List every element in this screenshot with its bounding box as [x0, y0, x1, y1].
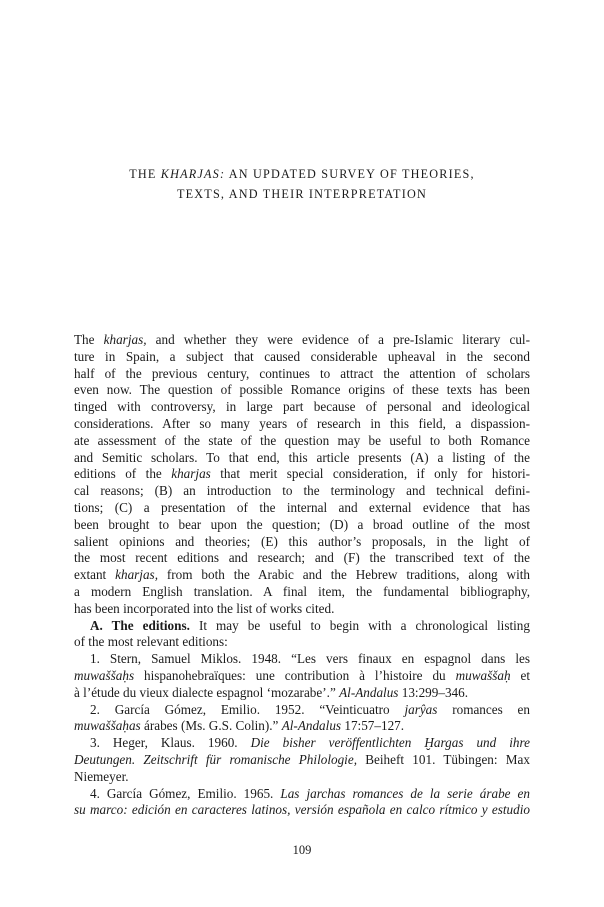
edition-entry-2: 2. García Gómez, Emilio. 1952. “Veinticuatro jarŷas romances en muwaššaḥas árabes (Ms. G.S. Colin).” Al-Andalus 17:57–127. — [74, 701, 530, 734]
title-line-2: TEXTS, AND THEIR INTERPRETATION — [177, 187, 427, 201]
page-number: 109 — [292, 843, 312, 857]
article-body — [74, 332, 530, 819]
section-heading: A. The editions. — [90, 617, 190, 633]
edition-entry-1: 1. Stern, Samuel Miklos. 1948. “Les vers finaux en espagnol dans les muwaššaḥs hispanohebraïques: une contribution à l’histoire du muwaššaḥ et à l’étude du vieux dialecte espagnol ‘mozarabe’.” Al-Andalus 13:299–346. — [74, 651, 530, 700]
editions-paragraph: A. The editions. It may be useful to begin with a chronological listing of the most relevant editions: — [74, 617, 530, 650]
edition-entry-3: 3. Heger, Klaus. 1960. Die bisher veröffentlichten Ḫargas und ihre Deutungen. Zeitschrift für romanische Philologie, Beiheft 101. Tübingen: Max Niemeyer. — [74, 735, 530, 784]
title-line-1: THE KHARJAS: AN UPDATED SURVEY OF THEORIES, — [129, 167, 475, 181]
intro-paragraph: The kharjas, and whether they were evidence of a pre-Islamic literary cul- ture in Spain, a subject that caused considerable upheaval in the second half of the previous century, continues to attract the attention of scholars even now. The question of possible Romance origins of these texts has been tinged with controversy, in large part because of personal and ideological considerations. After so many years of research in this field, a dispassion- ate assessment of the state of the question may be useful to both Romance and Semitic scholars. To that end, this article presents (A) a listing of the editions of the kharjas that merit special consideration, if only for histori- cal reasons; (B) an introduction to the terminology and technical defini- tions; (C) a presentation of the internal and external evidence that has been brought to bear upon the question; (D) a broad outline of the most salient opinions and theories; (E) this author’s proposals, in the light of the most recent editions and research; and (F) the transcribed text of the extant kharjas, from both the Arabic and the Hebrew traditions, along with a modern English translation. A final item, the fundamental bibliography, has been incorporated into the list of works cited. — [74, 332, 530, 616]
article-title — [60, 164, 544, 204]
edition-entry-4: 4. García Gómez, Emilio. 1965. Las jarchas romances de la serie árabe en su marco: edición en caracteres latinos, versión española en calco rítmico y estudio — [74, 785, 530, 818]
